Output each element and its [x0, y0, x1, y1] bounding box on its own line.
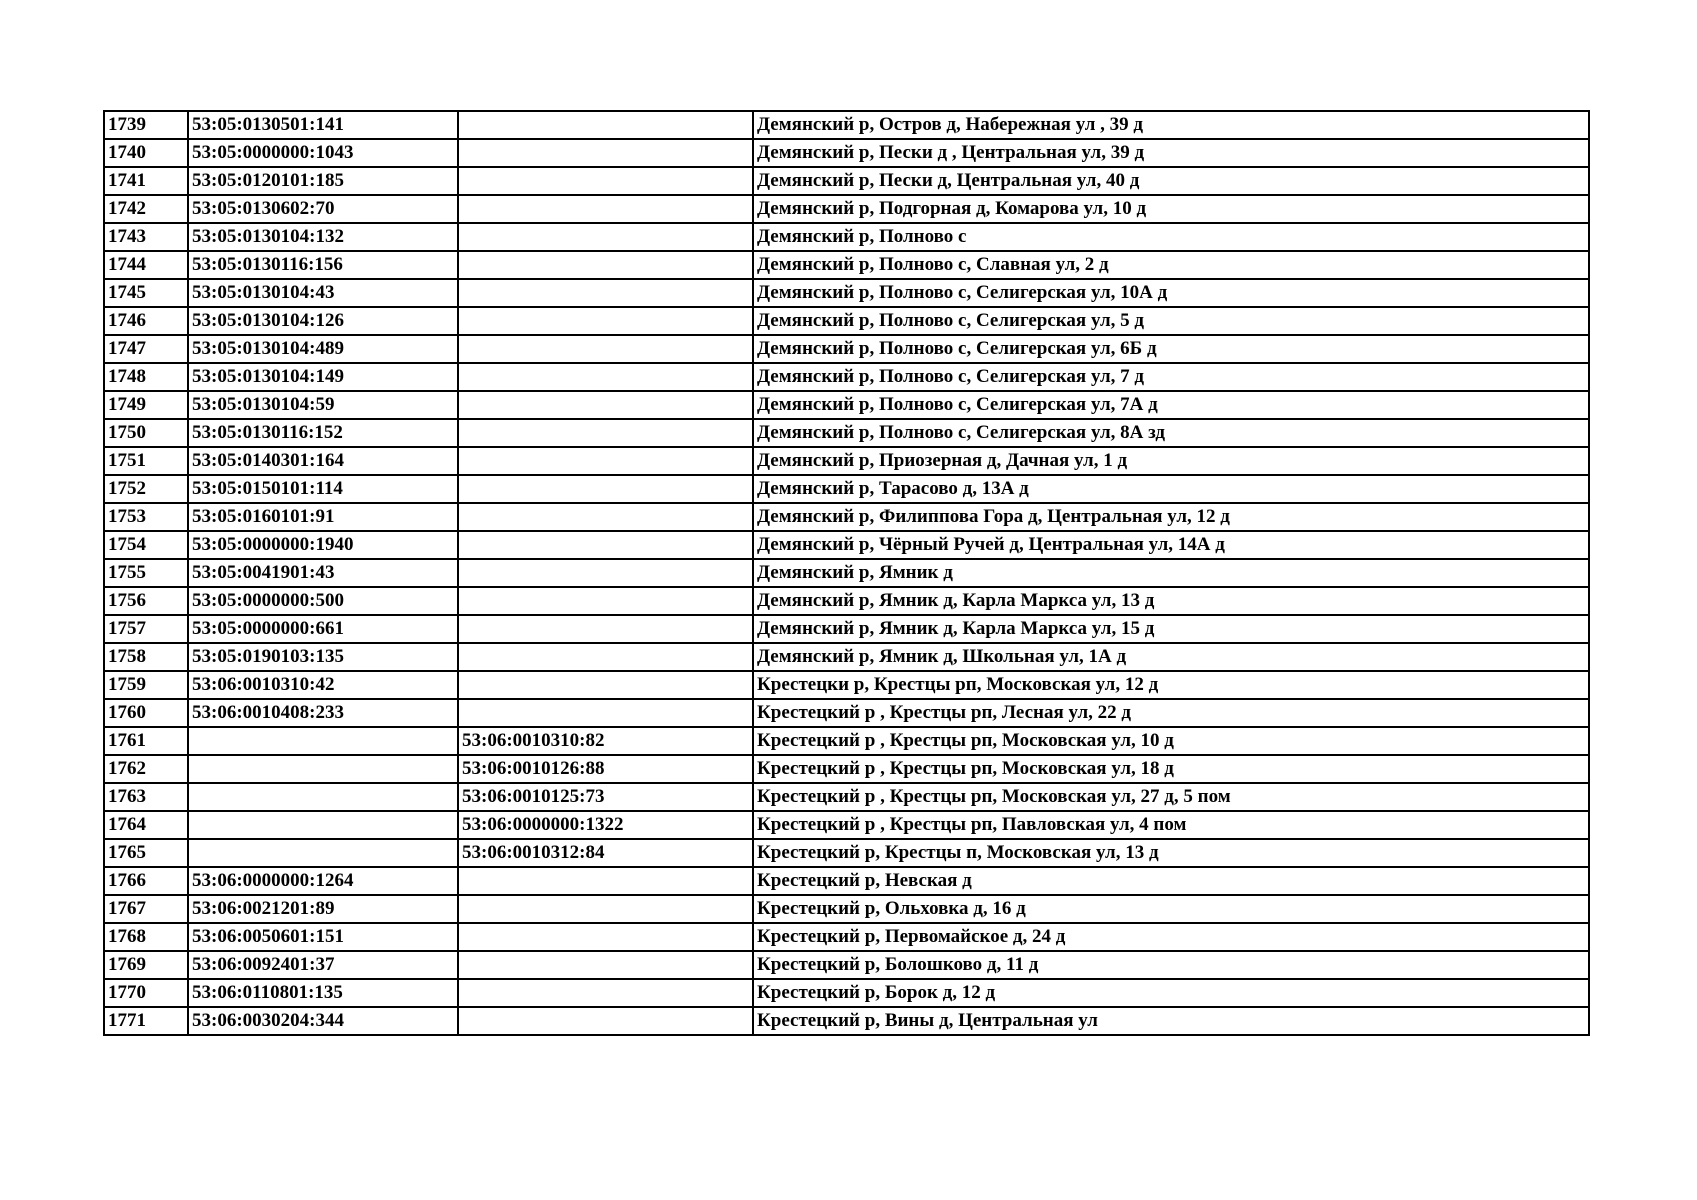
address-cell: Крестецки р, Крестцы рп, Московская ул, 12 д — [753, 671, 1589, 699]
address-cell: Демянский р, Тарасово д, 13А д — [753, 475, 1589, 503]
related-cadastral-number-cell — [458, 167, 753, 195]
table-row — [104, 839, 1589, 867]
cadastral-number-cell: 53:05:0130104:149 — [188, 363, 458, 391]
cadastral-number-cell: 53:05:0130104:126 — [188, 307, 458, 335]
related-cadastral-number-cell — [458, 419, 753, 447]
related-cadastral-number-cell — [458, 447, 753, 475]
row-number-cell: 1742 — [104, 195, 188, 223]
cadastral-number-cell: 53:05:0130116:156 — [188, 251, 458, 279]
table-row — [104, 1007, 1589, 1035]
table-row — [104, 559, 1589, 587]
related-cadastral-number-cell — [458, 111, 753, 139]
table-row — [104, 811, 1589, 839]
table-row — [104, 531, 1589, 559]
address-cell: Демянский р, Ямник д, Карла Маркса ул, 15 д — [753, 615, 1589, 643]
cadastral-number-cell: 53:05:0000000:500 — [188, 587, 458, 615]
address-cell: Демянский р, Полново с, Селигерская ул, 10А д — [753, 279, 1589, 307]
address-cell: Крестецкий р , Крестцы рп, Лесная ул, 22 д — [753, 699, 1589, 727]
row-number-cell: 1770 — [104, 979, 188, 1007]
related-cadastral-number-cell — [458, 475, 753, 503]
address-cell: Крестецкий р , Крестцы рп, Павловская ул, 4 пом — [753, 811, 1589, 839]
address-cell: Крестецкий р , Крестцы рп, Московская ул, 18 д — [753, 755, 1589, 783]
address-cell: Демянский р, Полново с, Селигерская ул, 6Б д — [753, 335, 1589, 363]
row-number-cell: 1752 — [104, 475, 188, 503]
related-cadastral-number-cell: 53:06:0010312:84 — [458, 839, 753, 867]
cadastral-number-cell: 53:05:0041901:43 — [188, 559, 458, 587]
table-row — [104, 307, 1589, 335]
address-cell: Демянский р, Подгорная д, Комарова ул, 10 д — [753, 195, 1589, 223]
row-number-cell: 1768 — [104, 923, 188, 951]
address-cell: Демянский р, Полново с, Селигерская ул, 5 д — [753, 307, 1589, 335]
row-number-cell: 1746 — [104, 307, 188, 335]
row-number-cell: 1749 — [104, 391, 188, 419]
cadastral-number-cell — [188, 755, 458, 783]
address-cell: Крестецкий р, Борок д, 12 д — [753, 979, 1589, 1007]
table-row — [104, 391, 1589, 419]
row-number-cell: 1756 — [104, 587, 188, 615]
row-number-cell: 1741 — [104, 167, 188, 195]
table-row — [104, 251, 1589, 279]
address-cell: Демянский р, Приозерная д, Дачная ул, 1 д — [753, 447, 1589, 475]
related-cadastral-number-cell — [458, 139, 753, 167]
related-cadastral-number-cell — [458, 979, 753, 1007]
cadastral-number-cell — [188, 811, 458, 839]
row-number-cell: 1759 — [104, 671, 188, 699]
table-row — [104, 895, 1589, 923]
table-row — [104, 335, 1589, 363]
row-number-cell: 1750 — [104, 419, 188, 447]
address-cell: Крестецкий р, Невская д — [753, 867, 1589, 895]
cadastral-number-cell: 53:06:0010310:42 — [188, 671, 458, 699]
cadastral-number-cell: 53:06:0110801:135 — [188, 979, 458, 1007]
cadastral-number-cell: 53:05:0130104:132 — [188, 223, 458, 251]
row-number-cell: 1762 — [104, 755, 188, 783]
row-number-cell: 1771 — [104, 1007, 188, 1035]
cadastral-number-cell: 53:06:0050601:151 — [188, 923, 458, 951]
table-row — [104, 139, 1589, 167]
cadastral-number-cell: 53:05:0000000:1043 — [188, 139, 458, 167]
row-number-cell: 1761 — [104, 727, 188, 755]
related-cadastral-number-cell — [458, 559, 753, 587]
related-cadastral-number-cell — [458, 895, 753, 923]
row-number-cell: 1739 — [104, 111, 188, 139]
row-number-cell: 1743 — [104, 223, 188, 251]
address-cell: Демянский р, Ямник д — [753, 559, 1589, 587]
property-table — [103, 110, 1590, 1036]
cadastral-number-cell: 53:06:0092401:37 — [188, 951, 458, 979]
cadastral-number-cell: 53:06:0010408:233 — [188, 699, 458, 727]
address-cell: Демянский р, Остров д, Набережная ул , 39 д — [753, 111, 1589, 139]
table-row — [104, 223, 1589, 251]
cadastral-number-cell — [188, 839, 458, 867]
related-cadastral-number-cell — [458, 867, 753, 895]
table-row — [104, 755, 1589, 783]
address-cell: Демянский р, Полново с, Славная ул, 2 д — [753, 251, 1589, 279]
cadastral-number-cell: 53:05:0000000:1940 — [188, 531, 458, 559]
table-row — [104, 867, 1589, 895]
row-number-cell: 1754 — [104, 531, 188, 559]
table-row — [104, 447, 1589, 475]
table-row — [104, 699, 1589, 727]
table-row — [104, 503, 1589, 531]
row-number-cell: 1760 — [104, 699, 188, 727]
table-row — [104, 167, 1589, 195]
related-cadastral-number-cell — [458, 615, 753, 643]
address-cell: Демянский р, Ямник д, Карла Маркса ул, 13 д — [753, 587, 1589, 615]
cadastral-number-cell: 53:05:0160101:91 — [188, 503, 458, 531]
table-body — [104, 111, 1589, 1035]
cadastral-number-cell: 53:06:0000000:1264 — [188, 867, 458, 895]
related-cadastral-number-cell — [458, 363, 753, 391]
related-cadastral-number-cell — [458, 391, 753, 419]
table-row — [104, 923, 1589, 951]
address-cell: Демянский р, Полново с, Селигерская ул, 7А д — [753, 391, 1589, 419]
table-row — [104, 783, 1589, 811]
cadastral-number-cell: 53:06:0021201:89 — [188, 895, 458, 923]
address-cell: Крестецкий р , Крестцы рп, Московская ул, 27 д, 5 пом — [753, 783, 1589, 811]
row-number-cell: 1765 — [104, 839, 188, 867]
cadastral-number-cell: 53:05:0130602:70 — [188, 195, 458, 223]
row-number-cell: 1766 — [104, 867, 188, 895]
table-row — [104, 419, 1589, 447]
related-cadastral-number-cell: 53:06:0000000:1322 — [458, 811, 753, 839]
cadastral-number-cell: 53:05:0000000:661 — [188, 615, 458, 643]
related-cadastral-number-cell: 53:06:0010310:82 — [458, 727, 753, 755]
related-cadastral-number-cell — [458, 923, 753, 951]
related-cadastral-number-cell — [458, 643, 753, 671]
cadastral-number-cell: 53:05:0130104:59 — [188, 391, 458, 419]
table-row — [104, 615, 1589, 643]
related-cadastral-number-cell — [458, 1007, 753, 1035]
cadastral-number-cell: 53:05:0150101:114 — [188, 475, 458, 503]
table-row — [104, 951, 1589, 979]
cadastral-number-cell: 53:05:0190103:135 — [188, 643, 458, 671]
row-number-cell: 1757 — [104, 615, 188, 643]
related-cadastral-number-cell: 53:06:0010125:73 — [458, 783, 753, 811]
address-cell: Крестецкий р, Первомайское д, 24 д — [753, 923, 1589, 951]
cadastral-number-cell: 53:05:0130116:152 — [188, 419, 458, 447]
address-cell: Крестецкий р, Ольховка д, 16 д — [753, 895, 1589, 923]
table-row — [104, 587, 1589, 615]
table-row — [104, 979, 1589, 1007]
row-number-cell: 1747 — [104, 335, 188, 363]
row-number-cell: 1764 — [104, 811, 188, 839]
related-cadastral-number-cell — [458, 951, 753, 979]
address-cell: Демянский р, Пески д , Центральная ул, 39 д — [753, 139, 1589, 167]
address-cell: Крестецкий р, Крестцы п, Московская ул, 13 д — [753, 839, 1589, 867]
cadastral-number-cell: 53:05:0130501:141 — [188, 111, 458, 139]
address-cell: Демянский р, Полново с — [753, 223, 1589, 251]
row-number-cell: 1753 — [104, 503, 188, 531]
related-cadastral-number-cell — [458, 587, 753, 615]
document-page — [103, 110, 1590, 1036]
cadastral-number-cell — [188, 783, 458, 811]
cadastral-number-cell: 53:05:0130104:43 — [188, 279, 458, 307]
address-cell: Крестецкий р , Крестцы рп, Московская ул, 10 д — [753, 727, 1589, 755]
cadastral-number-cell: 53:05:0130104:489 — [188, 335, 458, 363]
cadastral-number-cell — [188, 727, 458, 755]
address-cell: Демянский р, Полново с, Селигерская ул, 7 д — [753, 363, 1589, 391]
row-number-cell: 1740 — [104, 139, 188, 167]
related-cadastral-number-cell: 53:06:0010126:88 — [458, 755, 753, 783]
table-row — [104, 279, 1589, 307]
address-cell: Крестецкий р, Вины д, Центральная ул — [753, 1007, 1589, 1035]
row-number-cell: 1763 — [104, 783, 188, 811]
address-cell: Крестецкий р, Болошково д, 11 д — [753, 951, 1589, 979]
related-cadastral-number-cell — [458, 307, 753, 335]
row-number-cell: 1769 — [104, 951, 188, 979]
row-number-cell: 1755 — [104, 559, 188, 587]
row-number-cell: 1745 — [104, 279, 188, 307]
row-number-cell: 1758 — [104, 643, 188, 671]
related-cadastral-number-cell — [458, 503, 753, 531]
cadastral-number-cell: 53:05:0120101:185 — [188, 167, 458, 195]
related-cadastral-number-cell — [458, 251, 753, 279]
row-number-cell: 1751 — [104, 447, 188, 475]
row-number-cell: 1744 — [104, 251, 188, 279]
table-row — [104, 363, 1589, 391]
table-row — [104, 111, 1589, 139]
address-cell: Демянский р, Пески д, Центральная ул, 40 д — [753, 167, 1589, 195]
row-number-cell: 1748 — [104, 363, 188, 391]
address-cell: Демянский р, Полново с, Селигерская ул, 8А зд — [753, 419, 1589, 447]
related-cadastral-number-cell — [458, 195, 753, 223]
related-cadastral-number-cell — [458, 531, 753, 559]
cadastral-number-cell: 53:05:0140301:164 — [188, 447, 458, 475]
address-cell: Демянский р, Ямник д, Школьная ул, 1А д — [753, 643, 1589, 671]
table-row — [104, 671, 1589, 699]
row-number-cell: 1767 — [104, 895, 188, 923]
address-cell: Демянский р, Чёрный Ручей д, Центральная ул, 14А д — [753, 531, 1589, 559]
related-cadastral-number-cell — [458, 699, 753, 727]
table-row — [104, 195, 1589, 223]
address-cell: Демянский р, Филиппова Гора д, Центральная ул, 12 д — [753, 503, 1589, 531]
table-row — [104, 475, 1589, 503]
related-cadastral-number-cell — [458, 671, 753, 699]
cadastral-number-cell: 53:06:0030204:344 — [188, 1007, 458, 1035]
related-cadastral-number-cell — [458, 279, 753, 307]
related-cadastral-number-cell — [458, 335, 753, 363]
related-cadastral-number-cell — [458, 223, 753, 251]
table-row — [104, 643, 1589, 671]
table-row — [104, 727, 1589, 755]
